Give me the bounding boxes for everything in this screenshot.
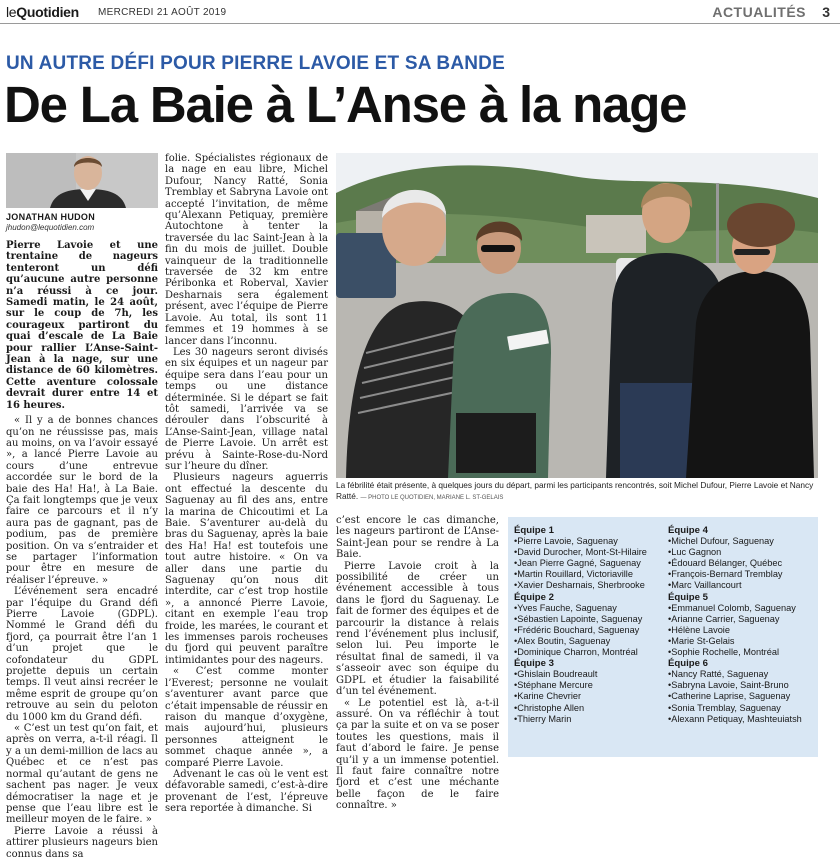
team-name: Équipe 1 bbox=[514, 525, 554, 536]
article-paragraph: « Le potentiel est là, a-t-il assuré. On va réfléchir à tout ça par la suite et on va se poser toutes les questions, mais il faut d’abord le faire. Je pense qu’il y a un immense potentiel. Il faut faire connaître notre fjord et c’est une méchante belle façon de le faire connaître. » bbox=[336, 697, 499, 812]
article-paragraph: Pierre Lavoie croit à la possibilité de créer un événement accessible à tous dans le fjord du Saguenay. Le fait de former des équipes et de parcourir la distance à relais rend l’événement plus inclusif, selon lui. Peu importe le résultat final de samedi, il va s’asseoir avec son équipe du GDPL et étudier la faisabilité d’un tel événement. bbox=[336, 560, 499, 698]
team-member: • Michel Dufour, Saguenay bbox=[668, 536, 816, 547]
team-member: • Sophie Rochelle, Montréal bbox=[668, 647, 816, 658]
masthead-name: Quotidien bbox=[16, 4, 79, 20]
article-headline: De La Baie à L’Anse à la nage bbox=[4, 76, 687, 133]
team-member: • Martin Rouillard, Victoriaville bbox=[514, 569, 664, 580]
article-paragraph: « Il y a de bonnes chances qu’on ne réussisse pas, mais au moins, on va l’avoir essayé », a lancé Pierre Lavoie au cours d’une entrevue accordée sur le bord de la baie des Ha! Ha!, à La Baie. Ça fait longtemps que je veux faire ce parcours et il n’y aura pas de gagnant, pas de podium, pas de première position. On va s’entraider et se partager l’information pour être en mesure de réaliser l’épreuve. » bbox=[6, 415, 158, 586]
photo-credit: — PHOTO LE QUOTIDIEN, MARIANE L. ST-GELAIS bbox=[360, 494, 504, 501]
caption-text: La fébrilité était présente, à quelques jours du départ, parmi les participants rencontrés, soit Michel Dufour, Pierre Lavoie et Nancy Ratté. bbox=[336, 480, 814, 501]
team-name: Équipe 5 bbox=[668, 591, 708, 603]
photo-caption bbox=[336, 480, 818, 503]
article-column-3 bbox=[336, 515, 499, 812]
team-member: • Marie St-Gelais bbox=[668, 636, 816, 647]
team-member: • Karine Chevrier bbox=[514, 691, 664, 702]
header-date: MERCREDI 21 AOÛT 2019 bbox=[98, 7, 227, 18]
teams-column-left bbox=[514, 525, 664, 725]
team-member: • Stéphane Mercure bbox=[514, 680, 664, 691]
team-member: • Sébastien Lapointe, Saguenay bbox=[514, 614, 664, 625]
article-paragraph: folie. Spécialistes régionaux de la nage en eau libre, Michel Dufour, Nancy Ratté, Sonia Tremblay et Sabryna Lavoie ont accepté l’invitation, de même qu’Alexann Petiquay, première Autochtone à tenter la traversée du lac Saint-Jean à la fin du mois de juillet. Double vainqueur de la traditionnelle traversée de 32 km entre Péribonka et Roberval, Xavier Desharnais sera également présent, avec l’équipe de Pierre Lavoie. Au total, ils sont 11 femmes et 19 hommes à se lancer dans l’inconnu. bbox=[165, 153, 328, 347]
team-member: • Alexann Petiquay, Mashteuiatsh bbox=[668, 714, 816, 725]
team-member: • Dominique Charron, Montréal bbox=[514, 647, 664, 658]
team-member: • David Durocher, Mont-St-Hilaire bbox=[514, 547, 664, 558]
team-member: • Xavier Desharnais, Sherbrooke bbox=[514, 580, 664, 591]
team-member: • Catherine Laprise, Saguenay bbox=[668, 691, 816, 702]
article-paragraph: Advenant le cas où le vent est défavorable samedi, c’est-à-dire provenant de l’est, l’épreuve sera reportée à dimanche. Si bbox=[165, 768, 328, 815]
header-section: ACTUALITÉS bbox=[712, 4, 806, 20]
team-name: Équipe 6 bbox=[668, 658, 708, 670]
team-member: • Hélène Lavoie bbox=[668, 625, 816, 636]
team-block bbox=[668, 525, 816, 592]
article-photo bbox=[336, 153, 818, 478]
article-paragraph: c’est encore le cas dimanche, les nageurs partiront de L’Anse-Saint-Jean pour se rendre à La Baie. bbox=[336, 515, 499, 561]
masthead-logo bbox=[6, 4, 79, 20]
team-member: • Sonia Tremblay, Saguenay bbox=[668, 703, 816, 714]
team-block bbox=[514, 525, 664, 592]
team-block bbox=[514, 658, 664, 725]
team-block bbox=[514, 592, 664, 659]
article-paragraph: « C’est comme monter l’Everest; personne ne voulait s’aventurer avant parce que c’était impensable de réussir en raison du manque d’oxygène, mais aujourd’hui, plusieurs personnes atteignent le sommet chaque année », a comparé Pierre Lavoie. bbox=[165, 666, 328, 769]
article-paragraph: L’événement sera encadré par l’équipe du Grand défi Pierre Lavoie (GDPL). Nommé le Grand défi du fjord, ça pourrait être l’an 1 d’un projet que le cofondateur du GDPL projette depuis un certain temps. Il veut ainsi recréer le même esprit de groupe qu’on retrouve au sein du peloton du 1000 km du Grand défi. bbox=[6, 586, 158, 723]
author-photo bbox=[6, 153, 158, 208]
team-member: • Alex Boutin, Saguenay bbox=[514, 636, 664, 647]
team-member: • Christophe Allen bbox=[514, 703, 664, 714]
team-block bbox=[668, 592, 816, 659]
team-member: • Nancy Ratté, Saguenay bbox=[668, 669, 816, 680]
teams-sidebar bbox=[508, 517, 818, 757]
team-name: Équipe 3 bbox=[514, 658, 554, 670]
team-member: • Thierry Marin bbox=[514, 714, 664, 725]
team-member: • Frédéric Bouchard, Saguenay bbox=[514, 625, 664, 636]
article-lead: Pierre Lavoie et une trentaine de nageurs tenteront un défi qu’aucune autre personne n’a réussi à ce jour. Samedi matin, le 24 août, sur le coup de 7h, les courageux partiront du quai d’escale de La Baie pour rallier L’Anse-Saint-Jean à la nage, sur une distance de 60 kilomètres. Cette aventure colossale devrait durer entre 14 et 16 heures. bbox=[6, 240, 158, 411]
article-paragraph: Les 30 nageurs seront divisés en six équipes et un nageur par équipe sera dans l’eau pour un temps ou une distance déterminée. Si le départ se fait tôt samedi, l’arrivée va se dérouler dans l’obscurité à L’Anse-Saint-Jean, village natal de Pierre Lavoie. Un arrêt est prévu à Sainte-Rose-du-Nord sur l’heure du dîner. bbox=[165, 346, 328, 472]
team-member: • Luc Gagnon bbox=[668, 547, 816, 558]
team-member: • Sabryna Lavoie, Saint-Bruno bbox=[668, 680, 816, 691]
team-member: • Ghislain Boudreault bbox=[514, 669, 664, 680]
masthead-prefix: le bbox=[6, 4, 17, 20]
team-block bbox=[668, 658, 816, 725]
team-member: • Yves Fauche, Saguenay bbox=[514, 603, 664, 614]
team-member: • Emmanuel Colomb, Saguenay bbox=[668, 603, 816, 614]
author-name: JONATHAN HUDON bbox=[6, 212, 96, 222]
team-member: • Édouard Bélanger, Québec bbox=[668, 558, 816, 569]
team-member: • Arianne Carrier, Saguenay bbox=[668, 614, 816, 625]
author-email[interactable]: jhudon@lequotidien.com bbox=[6, 223, 95, 232]
article-paragraph: Plusieurs nageurs aguerris ont effectué la descente du Saguenay au fil des ans, entre la marina de Chicoutimi et La Baie. S’aventurer au-delà du bras du Saguenay, après la baie des Ha! Ha! est toutefois une tout autre histoire. « On va aller dans une partie du Saguenay qu’on nous dit interdite, car c’est trop hostile », a annoncé Pierre Lavoie, citant en exemple l’eau trop froide, les marées, le courant et les immenses parois rocheuses du fjord qui peuvent paraître intimidantes pour des nageurs. bbox=[165, 472, 328, 666]
team-member: • François-Bernard Tremblay bbox=[668, 569, 816, 580]
swimmers-group-photo bbox=[336, 153, 818, 478]
team-member: • Pierre Lavoie, Saguenay bbox=[514, 536, 664, 547]
page-header bbox=[0, 0, 840, 24]
article-paragraph: « C’est un test qu’on fait, et après on verra, a-t-il réagi. Il y a un demi-million de lacs au Québec et ce n’est pas normal qu’autant de gens ne sachent pas nager. Je veux démocratiser la nage et je pense que l’eau libre est le meilleur moyen de le faire. » bbox=[6, 723, 158, 826]
page-number: 3 bbox=[822, 4, 830, 20]
article-paragraph: Pierre Lavoie a réussi à attirer plusieurs nageurs bien connus dans sa bbox=[6, 825, 158, 860]
teams-column-right bbox=[668, 525, 816, 725]
article-column-1 bbox=[6, 240, 158, 860]
article-kicker: UN AUTRE DÉFI POUR PIERRE LAVOIE ET SA BANDE bbox=[6, 53, 505, 74]
author-portrait-image bbox=[6, 153, 158, 208]
article-column-2 bbox=[165, 153, 328, 815]
team-member: • Marc Vaillancourt bbox=[668, 580, 816, 591]
team-member: • Jean Pierre Gagné, Saguenay bbox=[514, 558, 664, 569]
team-name: Équipe 4 bbox=[668, 525, 708, 536]
team-name: Équipe 2 bbox=[514, 591, 554, 603]
